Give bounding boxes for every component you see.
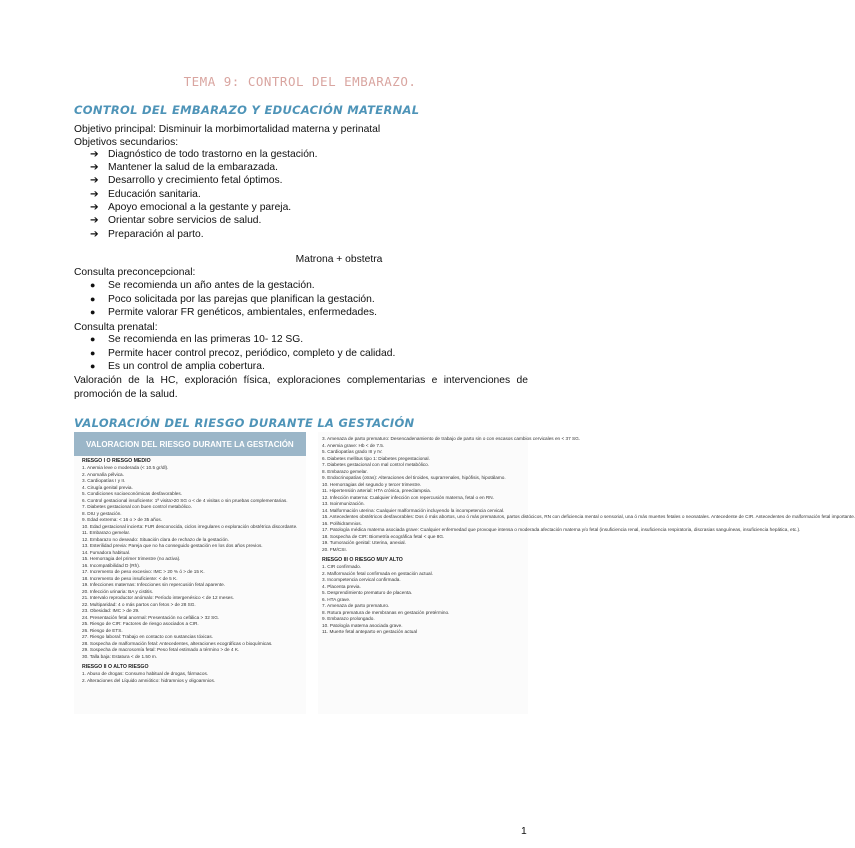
risk-item: 3. Amenaza de parto prematuro: Desencadenamiento de trabajo de parto sin o con escasos cambios cervicales en < 37 SG. — [322, 436, 581, 441]
risk-item: 6. Control gestacional insuficiente: 1ª visita>20 SG o < de 4 visitas o sin pruebas complementarias. — [82, 497, 288, 503]
risk-item: 11. Muerte fetal anteparto en gestación actual — [322, 629, 418, 634]
risk-item: 20. FM/CSI. — [322, 546, 348, 552]
risk-table-left — [74, 432, 306, 714]
risk-item: 4. Cirugía genital previa. — [82, 484, 133, 490]
prenatal-item: ● Permite hacer control precoz, periódico, completo y de calidad. — [90, 348, 396, 359]
risk-item: 7. Amenaza de parto prematuro. — [322, 603, 390, 608]
risk-item: 11. Hipertensión arterial: HTA crónica, preeclampsia. — [322, 488, 431, 493]
risk-item: 9. Edad extrema: < 16 o > de 35 años. — [82, 517, 163, 522]
preconception-item: ● Se recomienda un año antes de la gestación. — [90, 280, 315, 291]
risk-item: 12. Infección materna: Cualquier infección con repercusión materna, fetal o en RN. — [322, 494, 494, 500]
risk-item: 17. Patología médica materna asociada grave: Cualquier enfermedad que provoque intensa o moderada afectación materna y/o fetal (insuficiencia renal, insuficiencia respiratoria, discrasias sanguíneas, insuficiencia hepática, etc.). — [322, 527, 801, 532]
risk-item: 2. Alteraciones del Líquido amniótico: hidramnios y oligoamnios. — [82, 677, 216, 683]
risk-item: 29. Sospecha de macrosomía fetal: Peso fetal estimado a término > de 4 K. — [82, 647, 240, 652]
risk-item: 10. Patología materna asociada grave. — [322, 622, 403, 628]
risk-item: 6. HTA grave. — [322, 596, 351, 602]
risk-item: 3. Incompetencia cervical confirmada. — [322, 577, 401, 582]
risk-item: 11. Embarazo gemelar. — [82, 530, 131, 535]
bullet-icon: ● — [90, 348, 96, 358]
risk-item: 5. Condiciones socioeconómicas desfavorables. — [82, 491, 183, 496]
risk-item: 8. DIU y gestación. — [82, 510, 122, 516]
bullet-icon: ● — [90, 334, 96, 344]
page-number: 1 — [521, 826, 527, 837]
section-heading-riesgo: VALORACIÓN DEL RIESGO DURANTE LA GESTACIÓN — [74, 416, 415, 430]
risk-item: 3. Cardiopatías I y II. — [82, 478, 126, 483]
risk-item: 5. Cardiopatías grado III y IV. — [322, 449, 383, 454]
risk-item: 9. Embarazo prolongado. — [322, 616, 375, 621]
prenatal-item: ● Se recomienda en las primeras 10- 12 SG. — [90, 334, 304, 345]
risk-table-title: VALORACION DEL RIESGO DURANTE LA GESTACIÓN — [74, 432, 306, 456]
risk-group-3-list — [318, 564, 528, 636]
page-title: TEMA 9: CONTROL DEL EMBARAZO. — [183, 74, 417, 89]
objective-item: ➔ Diagnóstico de todo trastorno en la gestación. — [90, 149, 318, 160]
risk-item: 19. Infecciones maternas: Infecciones sin repercusión fetal aparente. — [82, 582, 226, 587]
objective-item: ➔ Desarrollo y crecimiento fetal óptimos. — [90, 175, 283, 186]
risk-item: 12. Embarazo no deseado: Situación clara de rechazo de la gestación. — [82, 536, 229, 542]
risk-item: 10. Hemorragias del segundo y tercer trimestre. — [322, 481, 422, 487]
risk-item: 15. Antecedentes obstétricos desfavorables: Dos ó más abortos, uno ó más prematuros, partos distócicos, RN con deficiencia mental o sensorial, una ó más muertes fetales o neonatales. Antecedente de CIR. Antecedentes de malformación fetal importante. — [322, 514, 855, 519]
professionals-note: Matrona + obstetra — [295, 254, 383, 265]
objective-item: ➔ Mantener la salud de la embarazada. — [90, 162, 279, 173]
risk-item: 23. Obesidad: IMC > de 29. — [82, 608, 140, 613]
risk-group-2-title: RIESGO II O ALTO RIESGO — [82, 664, 149, 670]
arrow-icon: ➔ — [90, 229, 99, 240]
prenatal-item: ● Es un control de amplia cobertura. — [90, 361, 265, 372]
bullet-icon: ● — [90, 361, 96, 371]
arrow-icon: ➔ — [90, 202, 99, 213]
risk-item: 28. Sospecha de malformación fetal: Antecedentes, alteraciones ecográficas o bioquímicas. — [82, 640, 273, 646]
risk-item: 22. Multiparidad: 4 o más partos con fetos > de 28 SG. — [82, 601, 196, 607]
risk-item: 27. Riesgo laboral: Trabajo en contacto con sustancias tóxicas. — [82, 634, 214, 639]
preconception-item: ● Poco solicitada por las parejas que planifican la gestación. — [90, 294, 375, 305]
risk-item: 13. Esterilidad previa: Pareja que no ha conseguido gestación en los dos años previos. — [82, 543, 263, 548]
risk-item: 14. Malformación uterina: Cualquier malformación incluyendo la incompetencia cervical. — [322, 507, 505, 513]
risk-item: 16. Polihidramnios. — [322, 520, 362, 526]
risk-item: 2. Malformación fetal confirmada en gestación actual. — [322, 570, 433, 576]
risk-group-1-list — [74, 465, 306, 660]
preconception-label: Consulta preconcepcional: — [74, 267, 196, 278]
risk-item: 26. Riesgo de ETS. — [82, 627, 123, 633]
risk-group-2-list-right — [318, 436, 855, 553]
bullet-icon: ● — [90, 307, 96, 317]
risk-item: 18. Incremento de peso insuficiente: < de 5 K. — [82, 575, 178, 581]
preconception-item: ● Permite valorar FR genéticos, ambientales, enfermedades. — [90, 307, 377, 318]
risk-item: 2. Anomalía pélvica. — [82, 471, 124, 477]
risk-item: 9. Endocrinopatías (otras): Alteraciones del tiroides, suprarrenales, hipófisis, hipotálamo. — [322, 475, 506, 480]
risk-item: 18. Sospecha de CIR: Biometría ecográfica fetal < que 8G. — [322, 533, 445, 539]
prenatal-label: Consulta prenatal: — [74, 322, 158, 333]
risk-item: 15. Hemorragia del primer trimestre (no activa). — [82, 556, 181, 561]
arrow-icon: ➔ — [90, 149, 99, 160]
risk-item: 8. Rotura prematura de membranas en gestación pretérmino. — [322, 609, 450, 615]
bullet-icon: ● — [90, 294, 96, 304]
risk-item: 21. Intervalo reproductor anómalo: Período intergenésico < de 12 meses. — [82, 595, 235, 600]
objectives-label: Objetivos secundarios: — [74, 137, 179, 148]
risk-item: 5. Desprendimiento prematuro de placenta. — [322, 590, 413, 595]
objective-item: ➔ Educación sanitaria. — [90, 189, 201, 200]
arrow-icon: ➔ — [90, 189, 99, 200]
risk-item: 10. Edad gestacional incierta: FUR desconocida, ciclos irregulares o exploración obstétrica discordante. — [82, 523, 298, 529]
objective-item: ➔ Apoyo emocional a la gestante y pareja. — [90, 202, 292, 213]
risk-item: 8. Embarazo gemelar. — [322, 468, 368, 474]
arrow-icon: ➔ — [90, 175, 99, 186]
objective-main: Objetivo principal: Disminuir la morbimortalidad materna y perinatal — [74, 124, 381, 135]
bullet-icon: ● — [90, 280, 96, 290]
risk-item: 14. Fumadora habitual. — [82, 549, 131, 555]
risk-item: 13. Isoinmunización. — [322, 501, 365, 506]
risk-item: 24. Presentación fetal anormal: Presentación no cefálica > 32 SG. — [82, 614, 220, 620]
risk-item: 16. Incompatibilidad D (Rh). — [82, 562, 141, 568]
valoracion-paragraph: Valoración de la HC, exploración física, exploraciones complementarias e intervenciones de promoción de la salud. — [74, 375, 528, 400]
risk-group-2-list-left — [74, 671, 306, 684]
risk-item: 1. Anemia leve o moderada (< 10.5 gr/dl). — [82, 465, 169, 470]
risk-group-3-title: RIESGO III O RIESGO MUY ALTO — [322, 557, 403, 563]
risk-table-right — [318, 432, 855, 714]
objective-item: ➔ Orientar sobre servicios de salud. — [90, 215, 262, 226]
risk-item: 20. Infección urinaria: BA y cistitis. — [82, 588, 154, 594]
arrow-icon: ➔ — [90, 162, 99, 173]
risk-item: 4. Anemia grave: Hb < de 7.5. — [322, 442, 385, 448]
risk-item: 4. Placenta previa. — [322, 583, 361, 589]
risk-group-1-title: RIESGO I O RIESGO MEDIO — [82, 458, 151, 464]
risk-item: 1. CIR confirmado. — [322, 564, 362, 569]
risk-item: 19. Tumoración genital: Uterina, anexial. — [322, 540, 406, 545]
arrow-icon: ➔ — [90, 215, 99, 226]
risk-item: 1. Abuso de drogas: Consumo habitual de drogas, fármacos. — [82, 671, 209, 676]
risk-item: 7. Diabetes gestacional con mal control metabólico. — [322, 462, 430, 467]
risk-item: 7. Diabetes gestacional con buen control metabólico. — [82, 504, 192, 509]
section-heading-control: CONTROL DEL EMBARAZO Y EDUCACIÓN MATERNAL — [74, 103, 420, 117]
risk-item: 6. Diabetes mellitus tipo 1: Diabetes pregestacional. — [322, 455, 430, 461]
objective-item: ➔ Preparación al parto. — [90, 229, 204, 240]
risk-item: 17. Incremento de peso excesivo: IMC > 20 % ó > de 15 K. — [82, 569, 205, 574]
risk-item: 30. Talla baja: Estatura < de 1.50 m. — [82, 653, 158, 659]
risk-item: 25. Riesgo de CIR: Factores de riesgo asociados a CIR. — [82, 621, 199, 626]
